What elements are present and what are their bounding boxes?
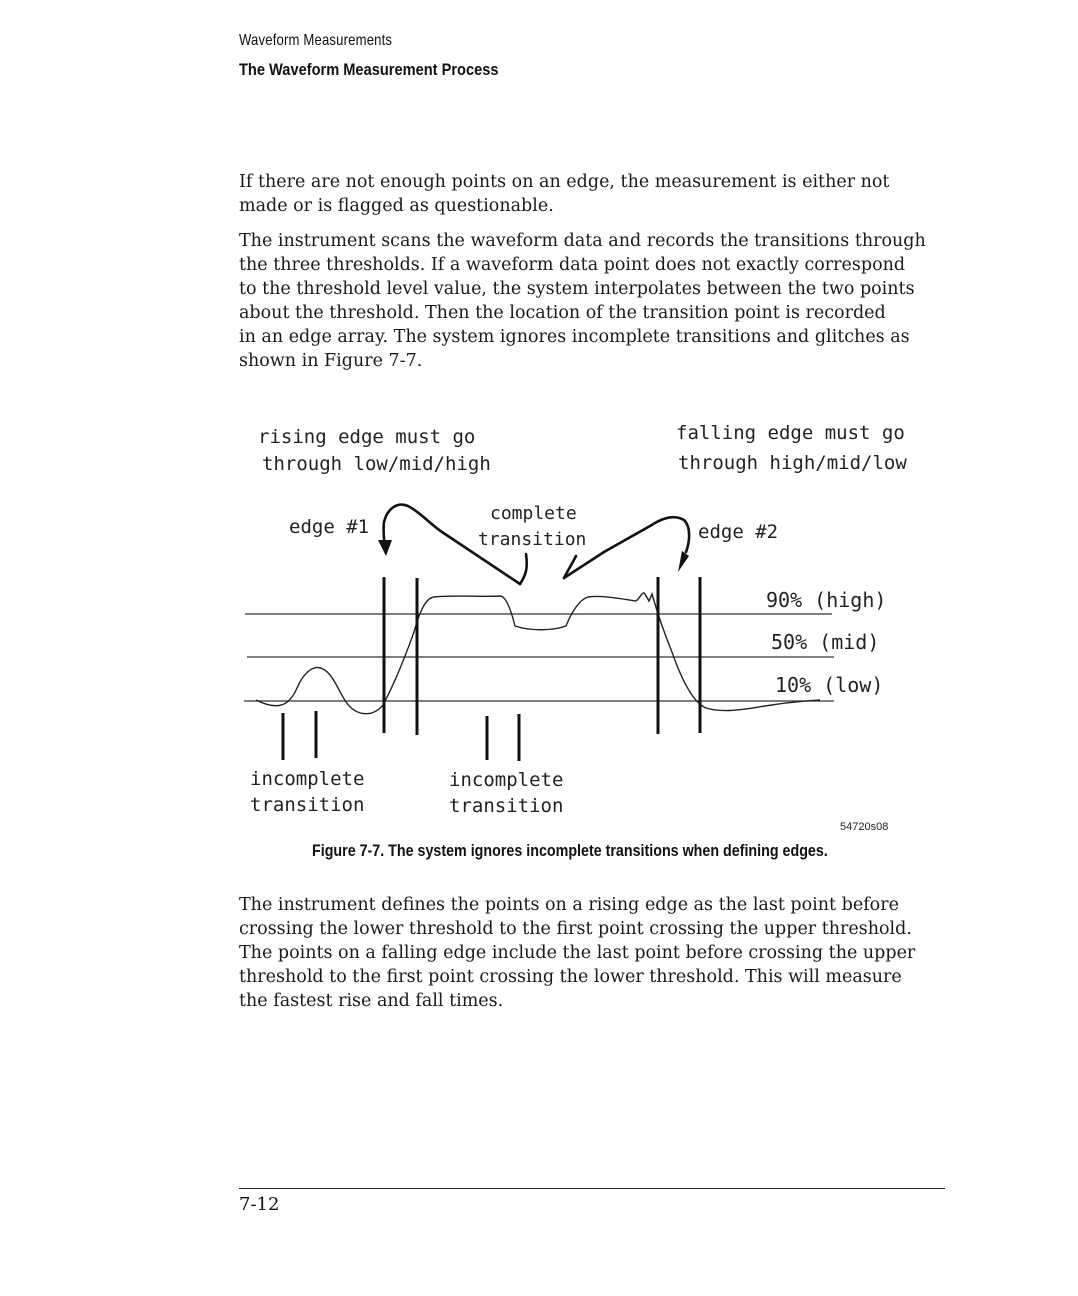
complete-label-line1: complete (490, 503, 577, 524)
text-line: shown in Figure 7-7. (239, 351, 423, 371)
incomplete-right-line2: transition (449, 795, 564, 817)
text-line: the fastest rise and fall times. (239, 991, 504, 1011)
text-line: The instrument defines the points on a rising edge as the last point before (239, 895, 899, 915)
complete-label-line2: transition (478, 529, 587, 550)
running-header-section: Waveform Measurements (239, 32, 393, 49)
text-line: The instrument scans the waveform data and records the transitions through (239, 231, 926, 251)
text-line: crossing the lower threshold to the first point crossing the upper threshold. (239, 919, 912, 939)
running-header-title: The Waveform Measurement Process (239, 60, 499, 79)
figure-id: 54720s08 (840, 821, 889, 833)
incomplete-left-line1: incomplete (250, 768, 365, 790)
edge1-arrowhead (378, 540, 392, 556)
threshold-mid-label: 50% (mid) (771, 630, 880, 654)
paragraph-scan-thresholds (239, 229, 959, 373)
falling-note-line1: falling edge must go (676, 422, 905, 444)
paragraph-edge-definition (239, 893, 959, 1013)
text-line: made or is flagged as questionable. (239, 196, 554, 216)
paragraph-insufficient-points (239, 170, 959, 218)
text-line: The points on a falling edge include the last point before crossing the upper (239, 943, 916, 963)
edge2-label: edge #2 (698, 521, 779, 543)
waveform-trace (256, 593, 820, 714)
threshold-high-label: 90% (high) (766, 588, 887, 612)
edge2-arrowhead (678, 551, 689, 572)
threshold-low-label: 10% (low) (775, 673, 884, 697)
edge1-arrow (384, 505, 520, 584)
text-line: to the threshold level value, the system interpolates between the two points (239, 279, 915, 299)
text-line: in an edge array. The system ignores incomplete transitions and glitches as (239, 327, 910, 347)
incomplete-right-line1: incomplete (449, 769, 564, 791)
figure-caption: Figure 7-7. The system ignores incomplete transitions when defining edges. (312, 841, 828, 860)
complete-hook-right (564, 556, 576, 578)
incomplete-left-line2: transition (250, 794, 365, 816)
rising-note-line2: through low/mid/high (262, 453, 491, 475)
falling-note-line2: through high/mid/low (678, 452, 907, 474)
text-line: threshold to the first point crossing the lower threshold. This will measure (239, 967, 902, 987)
edge1-label: edge #1 (289, 516, 370, 538)
footer-rule (239, 1188, 945, 1189)
page-number: 7-12 (239, 1194, 280, 1215)
text-line: about the threshold. Then the location of the transition point is recorded (239, 303, 886, 323)
edge2-arrow (564, 517, 689, 578)
text-line: the three thresholds. If a waveform data point does not exactly correspond (239, 255, 906, 275)
text-line: If there are not enough points on an edge, the measurement is either not (239, 172, 890, 192)
rising-note-line1: rising edge must go (258, 426, 476, 448)
complete-hook-left (520, 554, 527, 584)
